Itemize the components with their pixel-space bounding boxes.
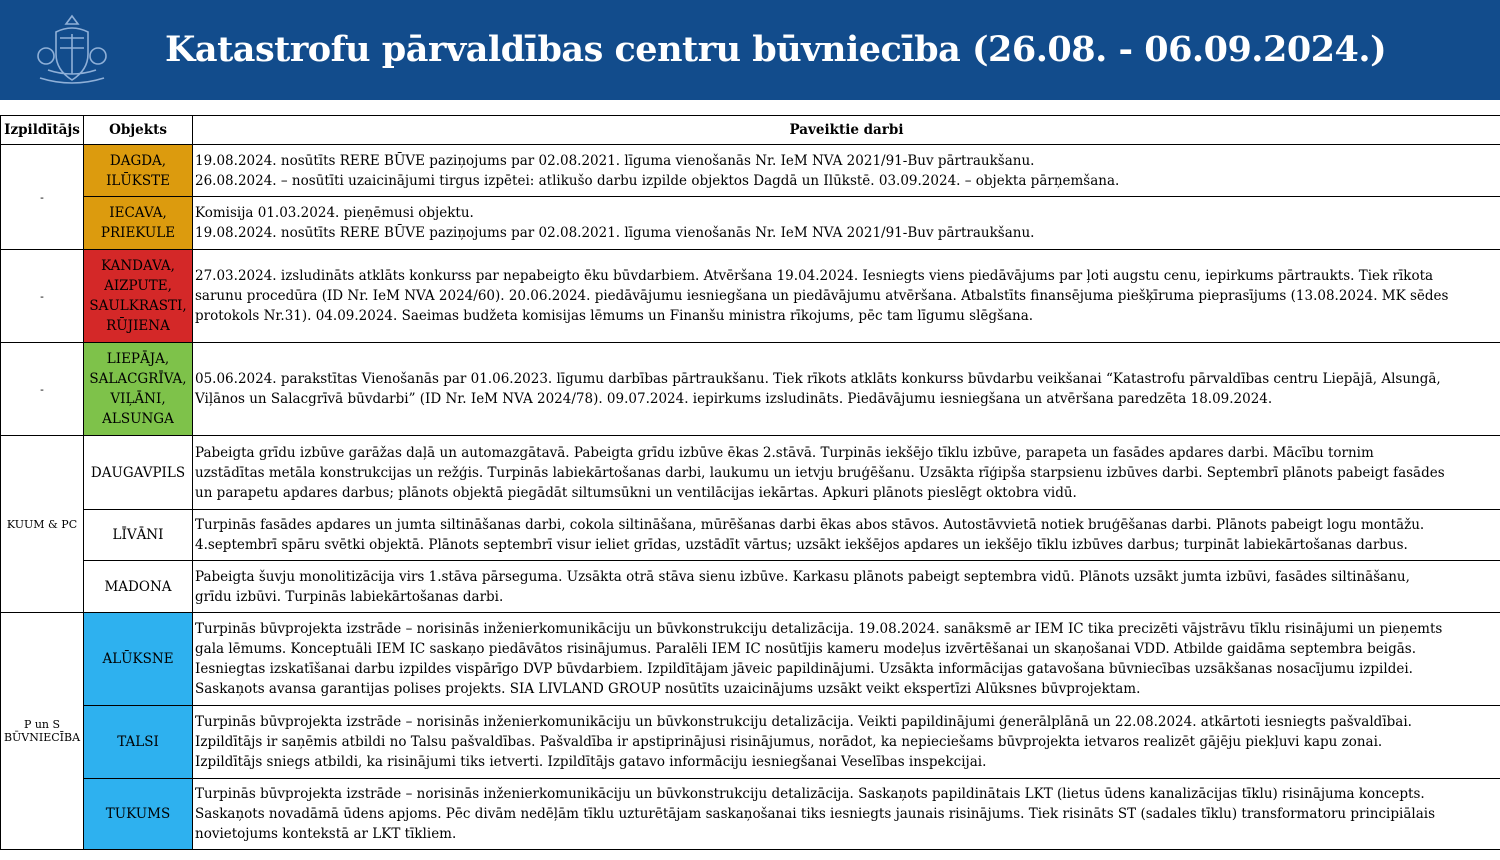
works-text-line: un parapetu apdares darbus; plānots objektā piegādāt siltumsūkni un ventilācijas iekārtas. Apkuri plānots pieslēgt oktobra vidū. xyxy=(195,484,1077,501)
works-text-line: Pabeigta šuvju monolitizācija virs 1.stāva pārseguma. Uzsākta otrā stāva sienu izbūve. Karkasu plānots pabeigt septembra vidū. Plānots uzsākt jumta izbūvi, fasādes siltināšanu, xyxy=(195,568,1410,585)
works-cell xyxy=(193,145,1500,197)
works-text-line: Turpinās būvprojekta izstrāde – norisinās inženierkomunikāciju un būvkonstrukciju detalizācija. Saskaņots papildinātais LKT (lietus ūdens kanalizācijas tīklu) risinājuma koncepts. xyxy=(195,786,1425,802)
works-text-line: uzstādītas metāla konstrukcijas un režģis. Turpinās labiekārtošanas darbi, laukumu un ietvju bruģēšanu. Uzsākta rīģipša starpsienu izbūves darbi. Septembrī plānots pabeigt fasādes xyxy=(195,464,1445,481)
page-title: Katastrofu pārvaldības centru būvniecība (26.08. - 06.09.2024.) xyxy=(165,29,1387,70)
works-text-line: novietojums kontekstā ar LKT tīkliem. xyxy=(195,826,457,842)
object-name-line: ALSUNGA xyxy=(102,411,174,427)
table-row xyxy=(1,343,1500,436)
works-cell xyxy=(193,561,1500,613)
object-cell xyxy=(84,510,193,561)
executor-cell: KUUM & PC xyxy=(1,436,84,613)
works-cell xyxy=(193,706,1500,779)
executor-cell: - xyxy=(1,343,84,436)
column-header-executor: Izpildītājs xyxy=(1,116,84,145)
object-name-line: RŪJIENA xyxy=(106,318,170,334)
works-cell xyxy=(193,613,1500,706)
table-row xyxy=(1,706,1500,779)
works-text-line: protokols Nr.31). 04.09.2024. Saeimas budžeta komisijas lēmums un Finanšu ministra rīkojums, pēc tam līgumu slēgšana. xyxy=(195,308,1034,324)
object-cell xyxy=(84,706,193,779)
works-text-line: 4.septembrī spāru svētki objektā. Plānots septembrī visur ieliet grīdas, uzstādīt vārtus; uzsākt iekšējos apdares un iekšējo tīklu izbūves darbus; turpināt labiekārtošanas darbus. xyxy=(195,537,1408,553)
works-cell xyxy=(193,250,1500,343)
object-name-line: SAULKRASTI, xyxy=(89,298,187,314)
object-cell xyxy=(84,613,193,706)
table-row xyxy=(1,250,1500,343)
works-cell xyxy=(193,779,1500,850)
works-cell xyxy=(193,197,1500,250)
object-cell xyxy=(84,197,193,250)
object-name-line: TALSI xyxy=(117,734,159,750)
table-row xyxy=(1,510,1500,561)
executor-cell: P un S BŪVNIECĪBA xyxy=(1,613,84,850)
works-text-line: 26.08.2024. – nosūtīti uzaicinājumi tirgus izpētei: atlikušo darbu izpilde objektos Dagdā un Ilūkstē. 03.09.2024. – objekta pārņemšana. xyxy=(195,172,1120,189)
works-text-line: 19.08.2024. nosūtīts RERE BŪVE paziņojums par 02.08.2021. līguma vienošanās Nr. IeM NVA 2021/91-Buv pārtraukšanu. xyxy=(195,152,1035,169)
table-row xyxy=(1,561,1500,613)
executor-cell: - xyxy=(1,145,84,250)
column-header-object: Objekts xyxy=(84,116,193,145)
object-name-line: PRIEKULE xyxy=(100,225,176,241)
object-cell xyxy=(84,779,193,850)
object-name-line: AIZPUTE, xyxy=(104,278,172,294)
works-text-line: 19.08.2024. nosūtīts RERE BŪVE paziņojums par 02.08.2021. līguma vienošanās Nr. IeM NVA 2021/91-Buv pārtraukšanu. xyxy=(195,225,1035,241)
table-row xyxy=(1,613,1500,706)
object-name-line: VIĻĀNI, xyxy=(110,391,166,407)
works-text-line: Turpinās būvprojekta izstrāde – norisinās inženierkomunikāciju un būvkonstrukciju detalizācija. 19.08.2024. sanāksmē ar IEM IC tika precizēti vājstrāvu tīklu risinājumi un pieņemts xyxy=(195,621,1443,637)
object-name-line: MADONA xyxy=(104,578,172,595)
works-text-line: Komisija 01.03.2024. pieņēmusi objektu. xyxy=(195,205,474,221)
works-cell xyxy=(193,343,1500,436)
works-text-line: sarunu procedūra (ID Nr. IeM NVA 2024/60). 20.06.2024. piedāvājumu iesniegšana un piedāvājumu atvēršana. Atbalstīts finansējuma piešķīruma pieprasījums (13.08.2024. MK sēdes xyxy=(195,288,1449,304)
works-text-line: 27.03.2024. izsludināts atklāts konkurss par nepabeigto ēku būvdarbiem. Atvēršana 19.04.2024. Iesniegts viens piedāvājums par ļoti augstu cenu, iepirkums pārtraukts. Tiek rīkota xyxy=(195,268,1434,284)
works-cell xyxy=(193,510,1500,561)
object-name-line: LĪVĀNI xyxy=(112,527,164,543)
works-text-line: Iesniegtas izskatīšanai darbu izpildes vispārīgo DVP būvdarbiem. Izpildītājam jāveic papildinājumi. Uzsākta informācijas gatavošana būvniecības uzsākšanas nosacījumu izpildei. xyxy=(195,661,1413,677)
object-cell xyxy=(84,561,193,613)
object-name-line: IECAVA, xyxy=(109,205,167,221)
table-row xyxy=(1,436,1500,510)
works-text-line: Turpinās fasādes apdares un jumta siltināšanas darbi, cokola siltināšana, mūrēšanas darbi ēkas abos stāvos. Autostāvvietā notiek bruģēšanas darbi. Plānots pabeigt logu montāžu. xyxy=(195,517,1425,533)
header-bar xyxy=(0,0,1500,100)
table-header-row xyxy=(1,116,1500,145)
object-name-line: ALŪKSNE xyxy=(102,651,174,667)
executor-cell: - xyxy=(1,250,84,343)
object-cell xyxy=(84,436,193,510)
table-row xyxy=(1,779,1500,850)
status-table xyxy=(0,115,1500,850)
works-text-line: Saskaņots novadāmā ūdens apjoms. Pēc divām nedēļām tīklu uzturētājam saskaņošanai tiks iesniegts jaunais risinājums. Tiek risināts ST (sadales tīklu) transformatoru principiālais xyxy=(195,806,1435,822)
object-name-line: TUKUMS xyxy=(105,806,171,822)
table-row xyxy=(1,145,1500,197)
object-cell xyxy=(84,343,193,436)
object-name-line: DAUGAVPILS xyxy=(90,464,186,481)
works-text-line: Izpildītājs sniegs atbildi, ka risinājumi tiks ietverti. Izpildītājs gatavo informāciju iesniegšanai Veselības inspekcijai. xyxy=(195,754,987,770)
object-cell xyxy=(84,145,193,197)
table-row xyxy=(1,197,1500,250)
works-text-line: Saskaņots avansa garantijas polises projekts. SIA LIVLAND GROUP nosūtīts uzaicinājums uzsākt veikt ekspertīzi Alūksnes būvprojektam. xyxy=(195,681,1141,697)
works-text-line: Viļānos un Salacgrīvā būvdarbi” (ID Nr. IeM NVA 2024/78). 09.07.2024. iepirkums izsludināts. Piedāvājumu iesniegšana un atvēršana paredzēta 18.09.2024. xyxy=(195,391,1273,407)
object-name-line: KANDAVA, xyxy=(101,258,175,274)
column-header-works: Paveiktie darbi xyxy=(193,116,1500,145)
works-text-line: Pabeigta grīdu izbūve garāžas daļā un automazgātavā. Pabeigta grīdu izbūve ēkas 2.stāvā. Turpinās iekšējo tīklu izbūve, parapeta un fasādes apdares darbi. Mācību tornim xyxy=(195,444,1374,461)
works-text-line: 05.06.2024. parakstītas Vienošanās par 01.06.2023. līgumu darbības pārtraukšanu. Tiek rīkots atklāts konkurss būvdarbu veikšanai “Katastrofu pārvaldības centru Liepājā, Alsungā, xyxy=(195,371,1441,387)
object-name-line: DAGDA, xyxy=(109,152,167,169)
object-name-line: ILŪKSTE xyxy=(106,172,170,189)
object-name-line: LIEPĀJA, xyxy=(106,351,170,367)
coat-of-arms-icon xyxy=(34,12,110,88)
works-text-line: Izpildītājs ir saņēmis atbildi no Talsu pašvaldības. Pašvaldība ir apstiprinājusi risinājumus, norādot, ka nepieciešams būvprojekta ietvaros realizēt gājēju piekļuvi kapu zonai. xyxy=(195,734,1383,750)
object-cell xyxy=(84,250,193,343)
object-name-line: SALACGRĪVA, xyxy=(89,371,187,387)
works-text-line: grīdu izbūvi. Turpinās labiekārtošanas darbi. xyxy=(195,588,504,605)
works-cell xyxy=(193,436,1500,510)
works-text-line: gala lēmums. Konceptuāli IEM IC saskaņo piedāvātos risinājumus. Paralēli IEM IC nosūtījis kameru modeļus izvērtēšanai un skaņošanai VDD. Atbilde gaidāma septembra beigās. xyxy=(195,641,1416,657)
works-text-line: Turpinās būvprojekta izstrāde – norisinās inženierkomunikāciju un būvkonstrukciju detalizācija. Veikti papildinājumi ģenerālplānā un 22.08.2024. atkārtoti iesniegts pašvaldībai. xyxy=(195,714,1412,730)
